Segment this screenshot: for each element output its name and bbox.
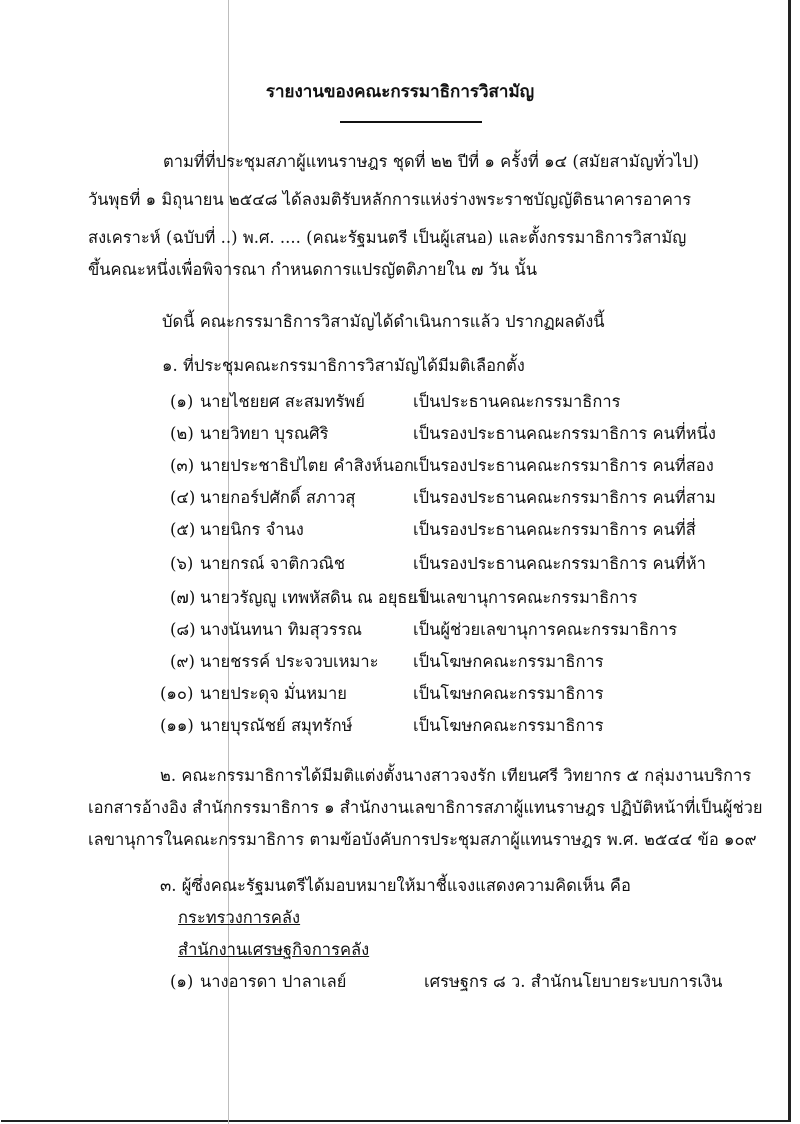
member-position: เป็นเลขานุการคณะกรรมาธิการ <box>413 588 638 607</box>
office-heading: สำนักงานเศรษฐกิจการคลัง <box>178 940 370 959</box>
result-intro: บัดนี้ คณะกรรมาธิการวิสามัญได้ดำเนินการแล้ว ปรากฏผลดังนี้ <box>162 312 605 331</box>
member-position: เป็นรองประธานคณะกรรมาธิการ คนที่หนึ่ง <box>413 424 716 443</box>
member-position: เป็นผู้ช่วยเลขานุการคณะกรรมาธิการ <box>413 620 678 639</box>
member-number: (๗) <box>170 588 196 607</box>
member-number: (๒) <box>170 424 194 443</box>
intro-line-3: สงเคราะห์ (ฉบับที่ ..) พ.ศ. .... (คณะรัฐมนตรี เป็นผู้เสนอ) และตั้งกรรมาธิการวิสามัญ <box>88 228 687 247</box>
section-2-line-3: เลขานุการในคณะกรรมาธิการ ตามข้อบังคับการประชุมสภาผู้แทนราษฎร พ.ศ. ๒๕๔๔ ข้อ ๑๐๙ <box>88 830 757 849</box>
member-position: เป็นประธานคณะกรรมาธิการ <box>413 392 621 411</box>
member-position: เป็นรองประธานคณะกรรมาธิการ คนที่สาม <box>413 488 716 507</box>
member-number: (๙) <box>170 652 195 671</box>
intro-line-1: ตามที่ที่ประชุมสภาผู้แทนราษฎร ชุดที่ ๒๒ ปีที่ ๑ ครั้งที่ ๑๔ (สมัยสามัญทั่วไป) <box>163 152 700 171</box>
title-underline <box>340 121 482 123</box>
section-2-line-1: ๒. คณะกรรมาธิการได้มีมติแต่งตั้งนางสาวจงรัก เทียนศรี วิทยากร ๕ กลุ่มงานบริการ <box>160 766 752 785</box>
section-3-heading: ๓. ผู้ซึ่งคณะรัฐมนตรีได้มอบหมายให้มาชี้แจงแสดงความคิดเห็น คือ <box>160 876 631 895</box>
official-name: นางอารดา ปาลาเลย์ <box>200 972 347 991</box>
member-number: (๖) <box>170 554 194 573</box>
member-number: (๘) <box>170 620 196 639</box>
member-number: (๑) <box>170 392 194 411</box>
member-position: เป็นโฆษกคณะกรรมาธิการ <box>413 652 604 671</box>
member-number: (๕) <box>170 520 196 539</box>
member-name: นายไชยยศ สะสมทรัพย์ <box>200 392 365 411</box>
member-number: (๑๐) <box>160 684 194 703</box>
member-name: นางนันทนา ทิมสุวรรณ <box>200 620 362 639</box>
member-position: เป็นโฆษกคณะกรรมาธิการ <box>413 716 604 735</box>
member-name: นายนิกร จำนง <box>200 520 304 539</box>
member-name: นายวรัญญู เทพหัสดิน ณ อยุธยา <box>200 588 427 607</box>
official-number: (๑) <box>170 972 194 991</box>
member-name: นายประชาธิปไตย คำสิงห์นอก <box>200 456 414 475</box>
member-name: นายวิทยา บุรณศิริ <box>200 424 329 443</box>
member-position: เป็นรองประธานคณะกรรมาธิการ คนที่สี่ <box>413 520 696 539</box>
intro-line-2: วันพุธที่ ๑ มิถุนายน ๒๕๔๘ ได้ลงมติรับหลักการแห่งร่างพระราชบัญญัติธนาคารอาคาร <box>88 190 692 209</box>
member-name: นายบุรณัชย์ สมุทรักษ์ <box>200 716 353 735</box>
intro-line-4: ขึ้นคณะหนึ่งเพื่อพิจารณา กำหนดการแปรญัตติภายใน ๗ วัน นั้น <box>88 260 537 279</box>
member-position: เป็นรองประธานคณะกรรมาธิการ คนที่สอง <box>413 456 714 475</box>
section-2-line-2: เอกสารอ้างอิง สำนักกรรมาธิการ ๑ สำนักงานเลขาธิการสภาผู้แทนราษฎร ปฏิบัติหน้าที่เป็นผู้ช่วย <box>88 798 763 817</box>
member-number: (๔) <box>170 488 196 507</box>
report-title: รายงานของคณะกรรมาธิการวิสามัญ <box>265 82 535 102</box>
member-name: นายชรรค์ ประจวบเหมาะ <box>200 652 379 671</box>
member-number: (๓) <box>170 456 195 475</box>
member-position: เป็นโฆษกคณะกรรมาธิการ <box>413 684 604 703</box>
ministry-heading: กระทรวงการคลัง <box>178 908 301 927</box>
member-name: นายกรณ์ จาติกวณิช <box>200 554 346 573</box>
official-position: เศรษฐกร ๘ ว. สำนักนโยบายระบบการเงิน <box>424 972 723 991</box>
member-number: (๑๑) <box>160 716 194 735</box>
member-name: นายกอร์ปศักดิ์ สภาวสุ <box>200 488 356 507</box>
member-position: เป็นรองประธานคณะกรรมาธิการ คนที่ห้า <box>413 554 706 573</box>
section-1-heading: ๑. ที่ประชุมคณะกรรมาธิการวิสามัญได้มีมติเลือกตั้ง <box>162 356 525 375</box>
member-name: นายประดุจ มั่นหมาย <box>200 684 347 703</box>
